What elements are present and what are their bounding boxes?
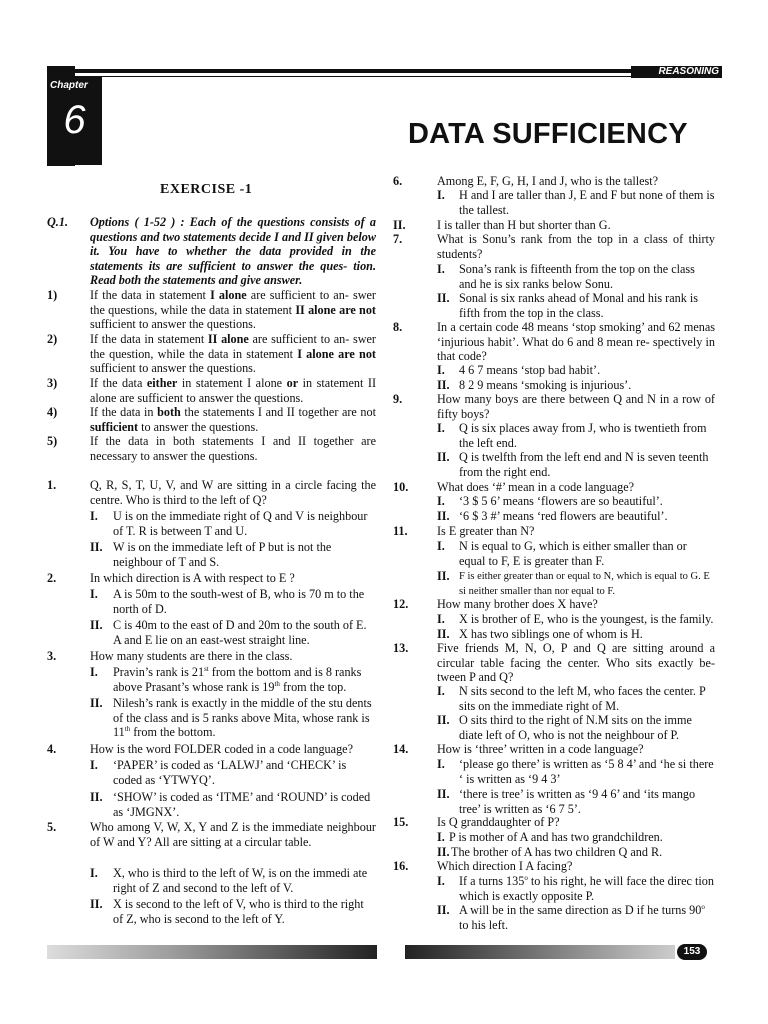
statement-label: I. [437,830,445,844]
statement-label: I. [437,612,445,626]
statement-label: I. [437,494,445,508]
statement-text: N sits second to the left M, who faces the center. P sits on the immediate right of M. [459,684,706,713]
question-number: 10. [393,480,409,494]
statement-label: II. [90,790,103,804]
question-text: Which direction I A facing? [437,859,573,873]
option-number: 4) [47,405,58,419]
statement-text: Q is six places away from J, who is twentieth from the left end. [459,421,707,450]
question-number: 13. [393,641,409,655]
option-text: If the data in both statements I and II together are necessary to answer the questions. [90,434,376,463]
statement-text: W is on the immediate left of P but is not the neighbour of T and S. [113,540,332,569]
statement-label: I. [90,509,98,523]
statement-label: I. [437,539,445,553]
statement-text: Nilesh’s rank is exactly in the middle of the stu dents of the class and is 5 ranks above Mita, whose rank is 11th from the bottom. [113,696,372,739]
statement-text: P is mother of A and has two grandchildren. [449,830,663,844]
question-text: How many brother does X have? [437,597,598,611]
statement-text: I is taller than H but shorter than G. [437,218,611,232]
statement-text: X is brother of E, who is the youngest, is the family. [459,612,714,626]
statement-label: II. [393,218,406,232]
exercise-title: EXERCISE -1 [160,182,253,197]
question-text: How many students are there in the class. [90,649,293,663]
option-text: If the data in statement I alone are sufficient to an- swer the questions, while the data in statement II alone are not sufficient to answer the questions. [90,288,376,331]
statement-text: U is on the immediate right of Q and V is neighbour of T. R is between T and U. [113,509,368,538]
option-text: If the data in both the statements I and II together are not sufficient to answer the questions. [90,405,376,434]
statement-label: I. [90,665,98,679]
statement-label: I. [437,421,445,435]
statement-label: I. [437,874,445,888]
statement-label: I. [437,757,445,771]
statement-label: I. [437,262,445,276]
question-number: 1. [47,478,57,492]
option-number: 3) [47,376,58,390]
chapter-label: Chapter [50,80,88,91]
question-number: 7. [393,232,403,246]
statement-label: II. [437,903,450,917]
statement-label: I. [90,866,98,880]
statement-text: A will be in the same direction as D if he turns 90$^o$ to his left. [459,903,705,932]
question-text: Who among V, W, X, Y and Z is the immediate neighbour of W and Y? All are sitting at a circular table. [90,820,376,849]
statement-label: I. [90,587,98,601]
statement-text: ‘there is tree’ is written as ‘9 4 6’ and ‘its mango tree’ is written as ‘6 7 5’. [459,787,696,816]
statement-text: F is either greater than or equal to N, which is equal to G. E si neither smaller than nor equal to F. [459,571,710,597]
statement-label: II. [437,291,450,305]
statement-label: I. [437,363,445,377]
footer-bar-right [405,945,675,959]
question-text: In a certain code 48 means ‘stop smoking’ and 62 menas ‘injurious habit’. What do 6 and 8 mean re- spectively in that code? [437,320,715,363]
question-number: 6. [393,174,403,188]
statement-text: Sona’s rank is fifteenth from the top on the class and he is six ranks below Sonu. [459,262,695,291]
question-number: 12. [393,597,409,611]
statement-label: II. [437,378,450,392]
statement-label: II. [437,787,450,801]
header-rule-thin [75,76,722,77]
question-text: Five friends M, N, O, P and Q are sitting around a circular table facing the center. Who sits exactly be- tween P and Q? [437,641,715,684]
statement-label: II. [90,696,103,710]
statement-text: The brother of A has two children Q and R. [451,845,663,859]
statement-label: I. [437,684,445,698]
statement-text: X, who is third to the left of W, is on the immedi ate right of Z and second to the left of V. [113,866,368,895]
statement-label: II. [437,627,450,641]
statement-text: X has two siblings one of whom is H. [459,627,643,641]
section-label: REASONING [658,66,719,77]
statement-text: Sonal is six ranks ahead of Monal and his rank is fifth from the top in the class. [459,291,698,320]
question-number: 2. [47,571,57,585]
statement-text: ‘6 $ 3 #’ means ‘red flowers are beautiful’. [459,509,668,523]
question-text: In which direction is A with respect to E ? [90,571,295,585]
statement-label: II. [437,569,450,583]
statement-label: II. [437,845,450,859]
question-text: How is the word FOLDER coded in a code language? [90,742,353,756]
question-text: Q, R, S, T, U, V, and W are sitting in a circle facing the centre. Who is third to the left of Q? [90,478,376,507]
statement-text: ‘SHOW’ is coded as ‘ITME’ and ‘ROUND’ is coded as ‘JMGNX’. [113,790,371,819]
question-text: What does ‘#’ mean in a code language? [437,480,635,494]
statement-text: 8 2 9 means ‘smoking is injurious’. [459,378,632,392]
question-number: 16. [393,859,409,873]
option-number: 1) [47,288,58,302]
statement-label: II. [90,897,103,911]
header-rule [75,69,722,73]
statement-label: I. [90,758,98,772]
statement-text: 4 6 7 means ‘stop bad habit’. [459,363,601,377]
question-number: 9. [393,392,403,406]
option-text: If the data either in statement I alone or in statement II alone are sufficient to answer the questions. [90,376,376,405]
statement-label: II. [437,450,450,464]
option-number: 5) [47,434,58,448]
statement-label: II. [90,540,103,554]
statement-text: C is 40m to the east of D and 20m to the south of E. A and E lie on an east-west straight line. [113,618,367,647]
intro-number: Q.1. [47,215,68,229]
question-text: How many boys are there between Q and N in a row of fifty boys? [437,392,715,421]
question-text: What is Sonu’s rank from the top in a class of thirty students? [437,232,715,261]
question-number: 4. [47,742,57,756]
question-text: Among E, F, G, H, I and J, who is the tallest? [437,174,659,188]
question-text: Is E greater than N? [437,524,535,538]
question-number: 11. [393,524,408,538]
question-number: 15. [393,815,409,829]
statement-text: ‘PAPER’ is coded as ‘LALWJ’ and ‘CHECK’ is coded as ‘YTWYQ’. [113,758,347,787]
statement-text: X is second to the left of V, who is third to the right of Z, who is second to the left of Y. [113,897,364,926]
chapter-number: 6 [63,98,86,142]
question-number: 14. [393,742,409,756]
footer-bar-left [47,945,377,959]
statement-text: O sits third to the right of N.M sits on the imme diate left of O, who is not the neighbour of P. [459,713,692,742]
statement-label: I. [437,188,445,202]
statement-label: II. [90,618,103,632]
page-title: DATA SUFFICIENCY [408,118,688,150]
statement-text: N is equal to G, which is either smaller than or equal to F, E is greater than F. [459,539,687,568]
statement-text: ‘please go there’ is written as ‘5 8 4’ and ‘he si there ‘ is written as ‘9 4 3’ [459,757,714,786]
statement-text: If a turns 135$^o$ to his right, he will face the direc tion which is exactly opposite P. [459,874,714,903]
question-text: How is ‘three’ written in a code language? [437,742,644,756]
option-text: If the data in statement II alone are sufficient to an- swer the question, while the data in statement I alone are not sufficient to answer the questions. [90,332,376,375]
question-number: 3. [47,649,57,663]
statement-text: ‘3 $ 5 6’ means ‘flowers are so beautiful’. [459,494,663,508]
question-text: Is Q granddaughter of P? [437,815,560,829]
statement-text: Q is twelfth from the left end and N is seven teenth from the right end. [459,450,709,479]
statement-label: II. [437,713,450,727]
question-number: 8. [393,320,403,334]
statement-label: II. [437,509,450,523]
statement-text: H and I are taller than J, E and F but none of them is the tallest. [459,188,715,217]
statement-text: Pravin’s rank is 21st from the bottom and is 8 ranks above Prasant’s whose rank is 19th from the top. [113,665,362,694]
option-number: 2) [47,332,58,346]
statement-text: A is 50m to the south-west of B, who is 70 m to the north of D. [113,587,365,616]
page-number: 153 [677,944,707,960]
intro-text: Options ( 1-52 ) : Each of the questions consists of a questions and two statements decide I and II given below it. You have to whether the data provided in the statements its are sufficient to answer the ques- tion. Read both the statements and give answer. [90,215,376,287]
question-number: 5. [47,820,57,834]
